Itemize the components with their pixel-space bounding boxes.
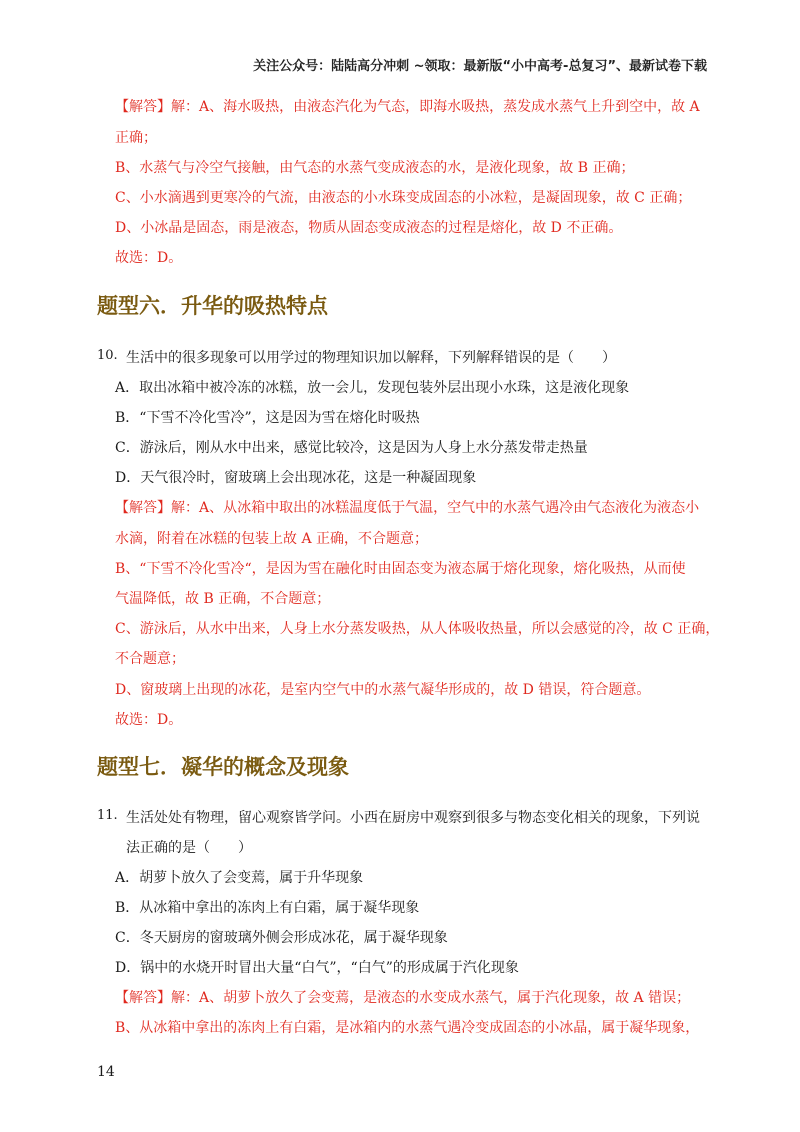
option-c: C．冬天厨房的窗玻璃外侧会形成冰花，属于凝华现象 [115,930,448,946]
answer-line: C、小水滴遇到更寒冷的气流，由液态的小水珠变成固态的小冰粒，是凝固现象，故 C 正确； [115,190,692,206]
option-a: A．取出冰箱中被冷冻的冰糕，放一会儿，发现包装外层出现小水珠，这是液化现象 [115,380,630,396]
answer-line: D、窗玻璃上出现的冰花，是室内空气中的水蒸气凝华形成的，故 D 错误，符合题意。 [115,682,651,698]
answer-line: 故选：D。 [115,250,183,266]
option-a: A．胡萝卜放久了会变蔫，属于升华现象 [115,870,364,886]
answer-line: D、小冰晶是固态，雨是液态，物质从固态变成液态的过程是熔化，故 D 不正确。 [115,220,623,236]
question-stem: 生活处处有物理，留心观察皆学问。小西在厨房中观察到很多与物态变化相关的现象，下列说 [126,810,700,826]
option-b: B．从冰箱中拿出的冻肉上有白霜，属于凝华现象 [115,900,420,916]
section-heading: 题型七．凝华的概念及现象 [97,755,349,779]
answer-line: 气温降低，故 B 正确，不合题意； [115,591,331,607]
answer-line: B、从冰箱中拿出的冻肉上有白霜，是冰箱内的水蒸气遇冷变成固态的小冰晶，属于凝华现象， [115,1020,700,1036]
answer-line: B、“下雪不冷化雪冷“，是因为雪在融化时由固态变为液态属于熔化现象，熔化吸热，从而使 [115,561,686,577]
answer-line: B、水蒸气与冷空气接触，由气态的水蒸气变成液态的水，是液化现象，故 B 正确； [115,160,635,176]
question-stem: 生活中的很多现象可以用学过的物理知识加以解释，下列解释错误的是（ ） [126,350,616,366]
answer-line: 正确； [115,130,157,146]
option-b: B．“下雪不冷化雪冷”，这是因为雪在熔化时吸热 [115,410,420,426]
question-stem: 法正确的是（ ） [126,840,252,856]
answer-line: 故选：D。 [115,712,183,728]
question-number: 10. [97,348,118,363]
answer-line: 不合题意； [115,651,185,667]
answer-line: 水滴，附着在冰糕的包装上故 A 正确，不合题意； [115,531,429,547]
option-d: D．天气很冷时，窗玻璃上会出现冰花，这是一种凝固现象 [115,470,477,486]
answer-line: 【解答】解：A、从冰箱中取出的冰糕温度低于气温，空气中的水蒸气遇冷由气态液化为液态小 [115,500,700,516]
page-number: 14 [97,1064,115,1080]
section-heading: 题型六．升华的吸热特点 [97,294,328,318]
answer-line: 【解答】解：A、海水吸热，由液态汽化为气态，即海水吸热，蒸发成水蒸气上升到空中，故 A [115,99,700,115]
option-d: D．锅中的水烧开时冒出大量“白气”，“白气”的形成属于汽化现象 [115,960,519,976]
answer-line: C、游泳后，从水中出来，人身上水分蒸发吸热，从人体吸收热量，所以会感觉的冷，故 C 正确， [115,621,720,637]
page-header: 关注公众号：陆陆高分冲刺 ~领取：最新版“小中高考-总复习”、最新试卷下载 [253,59,707,74]
answer-line: 【解答】解：A、胡萝卜放久了会变蔫，是液态的水变成水蒸气，属于汽化现象，故 A 错误； [115,990,691,1006]
option-c: C．游泳后，刚从水中出来，感觉比较冷，这是因为人身上水分蒸发带走热量 [115,440,588,456]
question-number: 11. [97,808,118,823]
